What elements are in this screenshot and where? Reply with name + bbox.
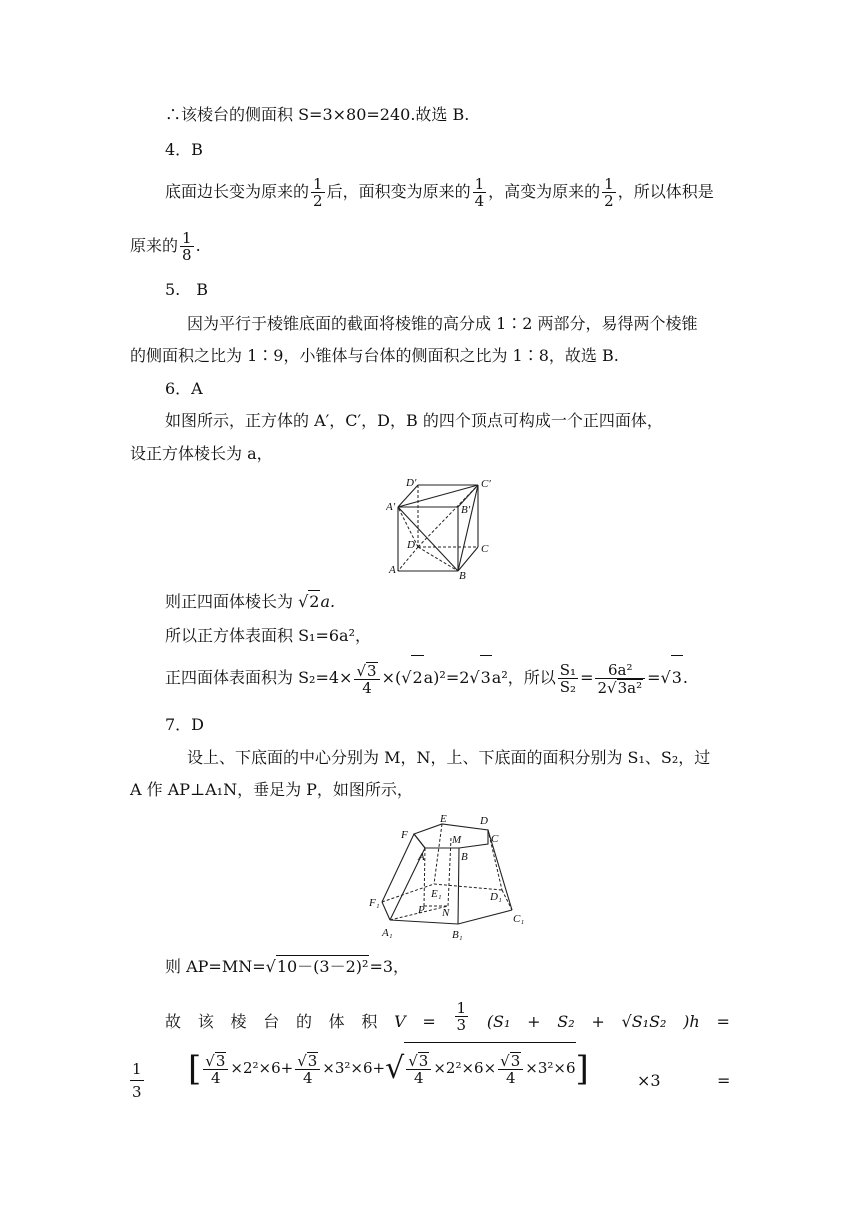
frustum-label: A₁ — [382, 927, 393, 939]
q4-text: 后，面积变为原来的 — [326, 182, 471, 201]
frustum-label: B₁ — [452, 929, 463, 941]
sqrt-sign — [401, 668, 411, 687]
q7-line5-frac — [128, 1058, 146, 1103]
q7-line4 — [165, 1000, 730, 1044]
q7-line1: 设上、下底面的中心分别为 M，N，上、下底面的面积分别为 S₁、S₂，过 — [187, 748, 711, 767]
q7-word: + — [591, 1012, 605, 1031]
frustum-label: D₁ — [490, 891, 502, 903]
q7-line2: A 作 AP⊥A₁N，垂足为 P，如图所示， — [130, 780, 413, 799]
frustum-label: E₁ — [431, 888, 442, 900]
q7-text: ×3²×6 — [525, 1059, 576, 1077]
cube-label: A′ — [386, 501, 396, 513]
q7-word: √S₁S₂ — [621, 1012, 667, 1031]
line-p1: ∴该棱台的侧面积 S=3×80=240.故选 B. — [165, 105, 470, 124]
cube-label: D′ — [406, 477, 417, 489]
q5-line2: 的侧面积之比为 1∶9，小锥体与台体的侧面积之比为 1∶8，故选 B. — [130, 346, 619, 365]
frustum-label: F₁ — [369, 897, 380, 909]
cube-label: A — [389, 564, 396, 576]
q5-number: 5. B — [165, 280, 209, 299]
fraction: $\frac{1}{8}$ — [182, 229, 192, 264]
q7-text: =3， — [369, 957, 410, 976]
fraction: √ $\frac{3}{4}$ — [406, 1052, 431, 1086]
frustum-label: P — [418, 904, 425, 916]
q7-word: 体 — [328, 1012, 345, 1031]
sqrt-sign — [298, 592, 308, 611]
q5-line1: 因为平行于棱锥底面的截面将棱锥的高分成 1∶2 两部分，易得两个棱锥 — [187, 314, 698, 333]
frustum-label: F — [401, 829, 408, 841]
fraction: $\frac{\text{S₁}}{\text{S₂}}$ — [559, 661, 577, 696]
frustum-figure — [366, 812, 531, 942]
q4-text: 原来的 — [130, 236, 179, 255]
q7-text: ×3²×6+ — [322, 1059, 386, 1077]
fraction: $\frac{1}{4}$ — [474, 175, 485, 210]
q6-number: 6．A — [165, 379, 203, 398]
frustum-label: E — [440, 813, 447, 825]
sqrt-sign — [660, 668, 670, 687]
frustum-label: C — [491, 833, 499, 845]
q6-line4: 所以正方体表面积 S₁=6a²， — [165, 626, 372, 645]
q6-text: = — [647, 668, 661, 687]
q7-word: 故 — [165, 1012, 182, 1031]
fraction: $\frac{1}{3}$ — [456, 999, 467, 1034]
cube-label: B′ — [461, 504, 471, 516]
q7-word: 积 — [361, 1012, 378, 1031]
q4-line1 — [165, 172, 714, 212]
q7-text: ×2²×6+ — [230, 1059, 294, 1077]
fraction: $\frac{1}{3}$ — [132, 1060, 142, 1101]
q7-word: )h — [683, 1012, 700, 1031]
q4-line2 — [130, 226, 201, 266]
cube-label: C — [481, 543, 489, 555]
cube-label: D — [407, 539, 415, 551]
q7-line3 — [165, 955, 409, 978]
left-bracket: [ — [188, 1049, 202, 1089]
q7-text: ×2²×6× — [433, 1059, 497, 1077]
q7-word: 该 — [197, 1012, 214, 1031]
sqrt-sign — [469, 668, 479, 687]
q7-word: S₂ — [557, 1012, 575, 1031]
q7-word: 棱 — [230, 1012, 247, 1031]
q4-text: ，高变为原来的 — [488, 182, 601, 201]
right-bracket: ] — [575, 1049, 589, 1089]
q6-text: a)²=2 — [423, 668, 470, 687]
q7-word: = — [422, 1012, 436, 1031]
q7-word: 台 — [263, 1012, 280, 1031]
q6-text: = — [580, 668, 594, 687]
q7-number: 7．D — [165, 715, 205, 734]
radical-sign: √ — [385, 1051, 405, 1086]
q7-word: + — [527, 1012, 541, 1031]
sqrt-sign — [266, 957, 276, 976]
q6-text: ×( — [381, 668, 402, 687]
q6-line2: 设正方体棱长为 a， — [130, 444, 273, 463]
cube-label: C′ — [481, 478, 491, 490]
q6-text: 正四面体表面积为 S₂=4× — [165, 668, 353, 687]
q7-times3: ×3 — [637, 1071, 661, 1090]
q6-text: . — [682, 668, 688, 687]
fraction: √ $\frac{3}{4}$ — [203, 1052, 228, 1086]
q6-line3 — [165, 590, 335, 613]
q7-word: = — [716, 1012, 730, 1031]
q4-text: 底面边长变为原来的 — [165, 182, 310, 201]
q6-text: a²，所以 — [491, 668, 556, 687]
q6-line1: 如图所示，正方体的 A′，C′，D，B 的四个顶点可构成一个正四面体， — [165, 411, 663, 430]
q4-text: . — [195, 236, 201, 255]
q6-line5 — [165, 655, 688, 700]
fraction: √ $\frac{3}{4}$ — [354, 662, 379, 696]
fraction: √ $\frac{3}{4}$ — [498, 1052, 523, 1086]
frustum-label: M — [452, 834, 462, 846]
sqrt-radicand: 2 — [411, 655, 423, 700]
fraction: $\frac{1}{2}$ — [604, 175, 614, 210]
frustum-label: N — [442, 907, 450, 919]
frustum-label: C₁ — [513, 913, 525, 925]
fraction: √ $\frac{3}{4}$ — [295, 1052, 320, 1086]
q7-text: 则 AP=MN= — [165, 957, 266, 976]
sqrt-radicand: 2 — [309, 592, 320, 611]
frustum-label: B — [461, 851, 468, 863]
frustum-label: A — [418, 851, 425, 863]
q6-text: a. — [320, 592, 336, 611]
q7-word: V — [394, 1012, 406, 1031]
q7-word: 的 — [295, 1012, 312, 1031]
radicand-group — [404, 1042, 575, 1093]
q4-number: 4．B — [165, 140, 203, 159]
sqrt-radicand: 10－(3－2)² — [276, 957, 369, 976]
cube-label: B — [459, 570, 466, 581]
q7-word: (S₁ — [486, 1012, 511, 1031]
cube-figure — [386, 475, 498, 581]
fraction: $\frac{\text{6a²}}{\text{2√ 3a²}}$ — [595, 662, 645, 696]
frustum-label: D — [480, 815, 488, 827]
q6-text: 则正四面体棱长为 — [165, 592, 299, 611]
sqrt-radicand: 3 — [671, 655, 683, 700]
fraction: $\frac{1}{2}$ — [313, 175, 323, 210]
q7-equals: = — [717, 1071, 731, 1090]
sqrt-radicand: 3 — [480, 655, 492, 700]
q7-line5 — [188, 1042, 589, 1093]
q4-text: ，所以体积是 — [617, 182, 714, 201]
